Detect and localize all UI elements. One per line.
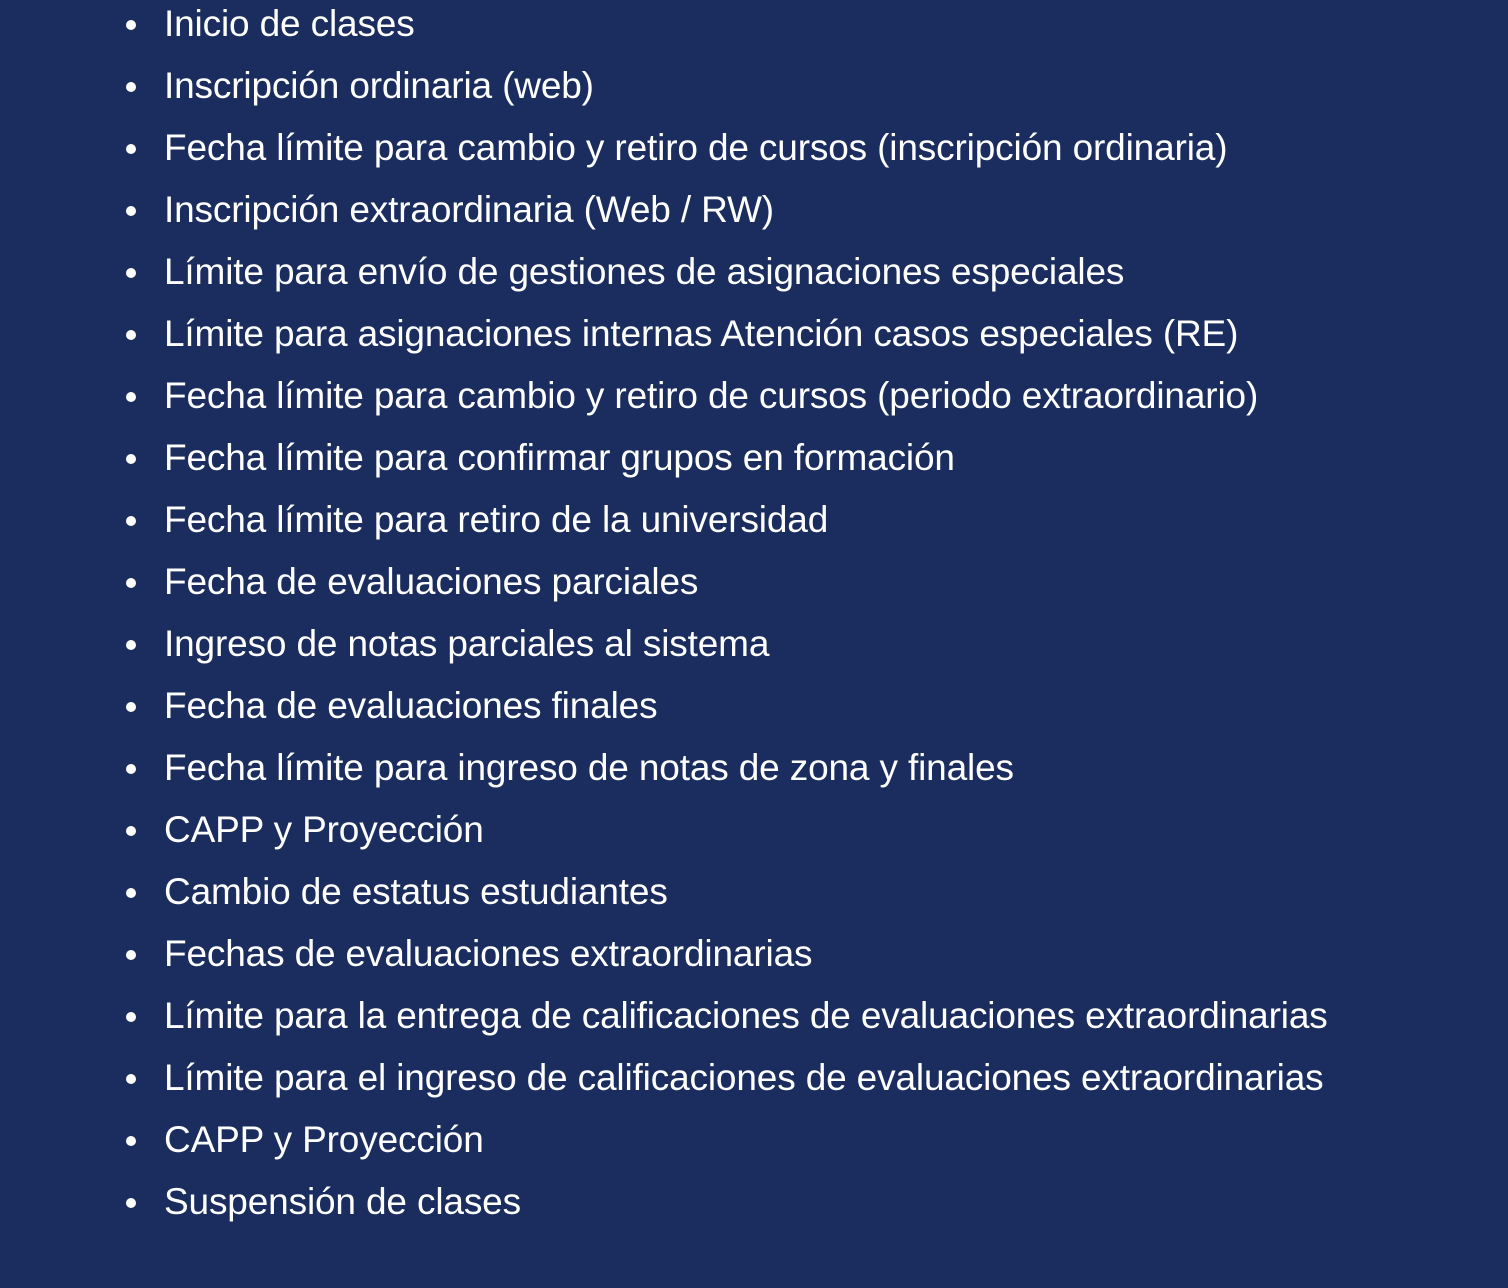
event-label: Límite para el ingreso de calificaciones de evaluaciones extraordinarias: [164, 1057, 1324, 1098]
event-label: Fecha de evaluaciones parciales: [164, 561, 699, 602]
bullet-icon: [126, 764, 136, 774]
list-item: [120, 737, 1505, 799]
event-label: Fecha límite para cambio y retiro de cursos (periodo extraordinario): [164, 375, 1259, 416]
list-item: [120, 985, 1505, 1047]
list-item: [120, 489, 1505, 551]
bullet-icon: [126, 888, 136, 898]
list-item: [120, 303, 1505, 365]
list-item: [120, 799, 1505, 861]
list-item: [120, 1047, 1505, 1109]
list-item: [120, 1171, 1505, 1233]
bullet-icon: [126, 1012, 136, 1022]
event-label: Fecha límite para cambio y retiro de cursos (inscripción ordinaria): [164, 127, 1228, 168]
event-label: Fecha límite para confirmar grupos en formación: [164, 437, 955, 478]
list-item: [120, 117, 1505, 179]
event-list: [120, 0, 1505, 1233]
list-item: [120, 613, 1505, 675]
event-label: Fecha límite para ingreso de notas de zona y finales: [164, 747, 1014, 788]
bullet-icon: [126, 826, 136, 836]
event-label: Límite para la entrega de calificaciones de evaluaciones extraordinarias: [164, 995, 1328, 1036]
list-item: [120, 365, 1505, 427]
event-label: Cambio de estatus estudiantes: [164, 871, 668, 912]
event-label: Suspensión de clases: [164, 1181, 521, 1222]
bullet-icon: [126, 950, 136, 960]
list-item: [120, 551, 1505, 613]
event-label: CAPP y Proyección: [164, 1119, 484, 1160]
bullet-icon: [126, 702, 136, 712]
bullet-icon: [126, 516, 136, 526]
list-item: [120, 675, 1505, 737]
event-label: Fecha límite para retiro de la universidad: [164, 499, 829, 540]
list-item: [120, 427, 1505, 489]
bullet-icon: [126, 82, 136, 92]
list-item: [120, 241, 1505, 303]
list-item: [120, 0, 1505, 55]
event-label: Fecha de evaluaciones finales: [164, 685, 658, 726]
bullet-icon: [126, 144, 136, 154]
event-label: Inscripción ordinaria (web): [164, 65, 594, 106]
bullet-icon: [126, 1074, 136, 1084]
bullet-icon: [126, 206, 136, 216]
list-item: [120, 55, 1505, 117]
bullet-icon: [126, 578, 136, 588]
bullet-icon: [126, 330, 136, 340]
list-item: [120, 923, 1505, 985]
bullet-icon: [126, 454, 136, 464]
event-label: Ingreso de notas parciales al sistema: [164, 623, 770, 664]
bullet-icon: [126, 20, 136, 30]
event-label: Inscripción extraordinaria (Web / RW): [164, 189, 774, 230]
bullet-icon: [126, 268, 136, 278]
event-label: Fechas de evaluaciones extraordinarias: [164, 933, 813, 974]
event-label: Límite para envío de gestiones de asignaciones especiales: [164, 251, 1125, 292]
bullet-icon: [126, 1136, 136, 1146]
list-item: [120, 861, 1505, 923]
event-label: Límite para asignaciones internas Atención casos especiales (RE): [164, 313, 1239, 354]
event-label: CAPP y Proyección: [164, 809, 484, 850]
list-item: [120, 1109, 1505, 1171]
list-item: [120, 179, 1505, 241]
bullet-icon: [126, 392, 136, 402]
bullet-icon: [126, 1198, 136, 1208]
event-label: Inicio de clases: [164, 3, 415, 44]
bullet-icon: [126, 640, 136, 650]
